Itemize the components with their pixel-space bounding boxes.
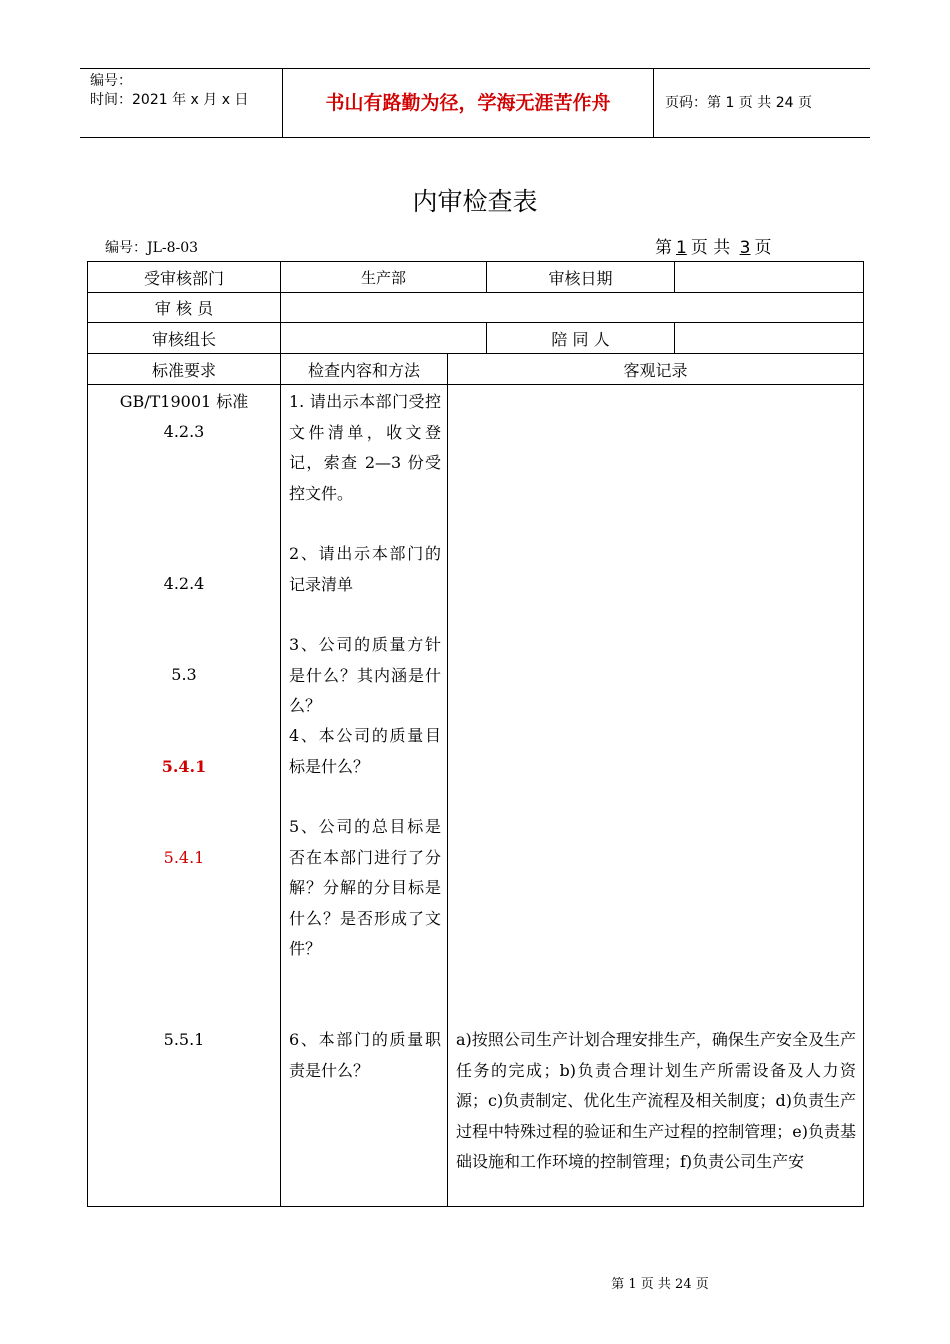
doc-number: 编号：JL-8-03: [105, 240, 199, 256]
page-current: 1: [676, 238, 687, 258]
dept-value: 生产部: [360, 268, 406, 287]
question-6: 6、本部门的质量职责是什么？: [289, 1030, 441, 1080]
leader-value: [281, 323, 486, 353]
date-label: 审核日期: [548, 268, 613, 288]
question-1: 1. 请出示本部门受控文件清单，收文登记，索查 2—3 份受控文件。: [289, 392, 441, 503]
leader-label: 审核组长: [151, 329, 216, 349]
col-record: 客观记录: [623, 360, 688, 380]
page-header: [80, 68, 870, 138]
page-count-prefix: 第: [655, 238, 672, 258]
std-header-b: 4.2.3: [163, 422, 205, 441]
motto: 书山有路勤为径，学海无涯苦作舟: [282, 69, 654, 137]
escort-value: [675, 323, 863, 353]
record-6: a)按照公司生产计划合理安排生产，确保生产安全及生产任务的完成；b)负责合理计划生产所需设备及人力资源；c)负责制定、优化生产流程及相关制度；d)负责生产过程中特殊过程的验证和生产过程的控制管理；e)负责基础设施和工作环境的控制管理；f)负责公司生产安: [456, 1030, 856, 1171]
question-3: 3、公司的质量方针是什么？其内涵是什么？: [289, 635, 441, 715]
page-count: [655, 233, 771, 258]
escort-label: 陪 同 人: [551, 329, 610, 349]
std-item: 5.4.1: [163, 848, 205, 867]
question-5: 5、公司的总目标是否在本部门进行了分解？分解的分目标是什么？是否形成了文件？: [289, 817, 441, 958]
number-label: 编号：: [90, 73, 132, 89]
date-value: [675, 262, 863, 292]
std-item: 5.4.1: [161, 757, 207, 776]
auditor-value: [281, 293, 863, 322]
std-header-a: GB/T19001 标准: [119, 392, 249, 411]
std-item: 5.5.1: [163, 1030, 205, 1049]
std-item: 4.2.4: [163, 574, 205, 593]
question-2: 2、请出示本部门的记录清单: [289, 544, 441, 594]
time-label: 时间：2021 年 x 月 x 日: [90, 92, 249, 108]
page-footer: 第 1 页 共 24 页: [611, 1277, 709, 1292]
page-total: 3: [739, 238, 751, 258]
page-info: 页码：第 1 页 共 24 页: [665, 95, 812, 111]
header-left: [80, 69, 280, 137]
auditor-label: 审 核 员: [154, 299, 214, 318]
std-item: 5.3: [171, 665, 197, 684]
page-title: 内审检查表: [412, 187, 538, 216]
col-method: 检查内容和方法: [307, 360, 420, 380]
question-4: 4、本公司的质量目标是什么？: [289, 726, 441, 776]
page-count-mid: 页 共: [690, 238, 731, 258]
col-standard: 标准要求: [151, 360, 216, 380]
dept-label: 受审核部门: [143, 268, 224, 288]
page-count-suffix: 页: [754, 238, 772, 258]
